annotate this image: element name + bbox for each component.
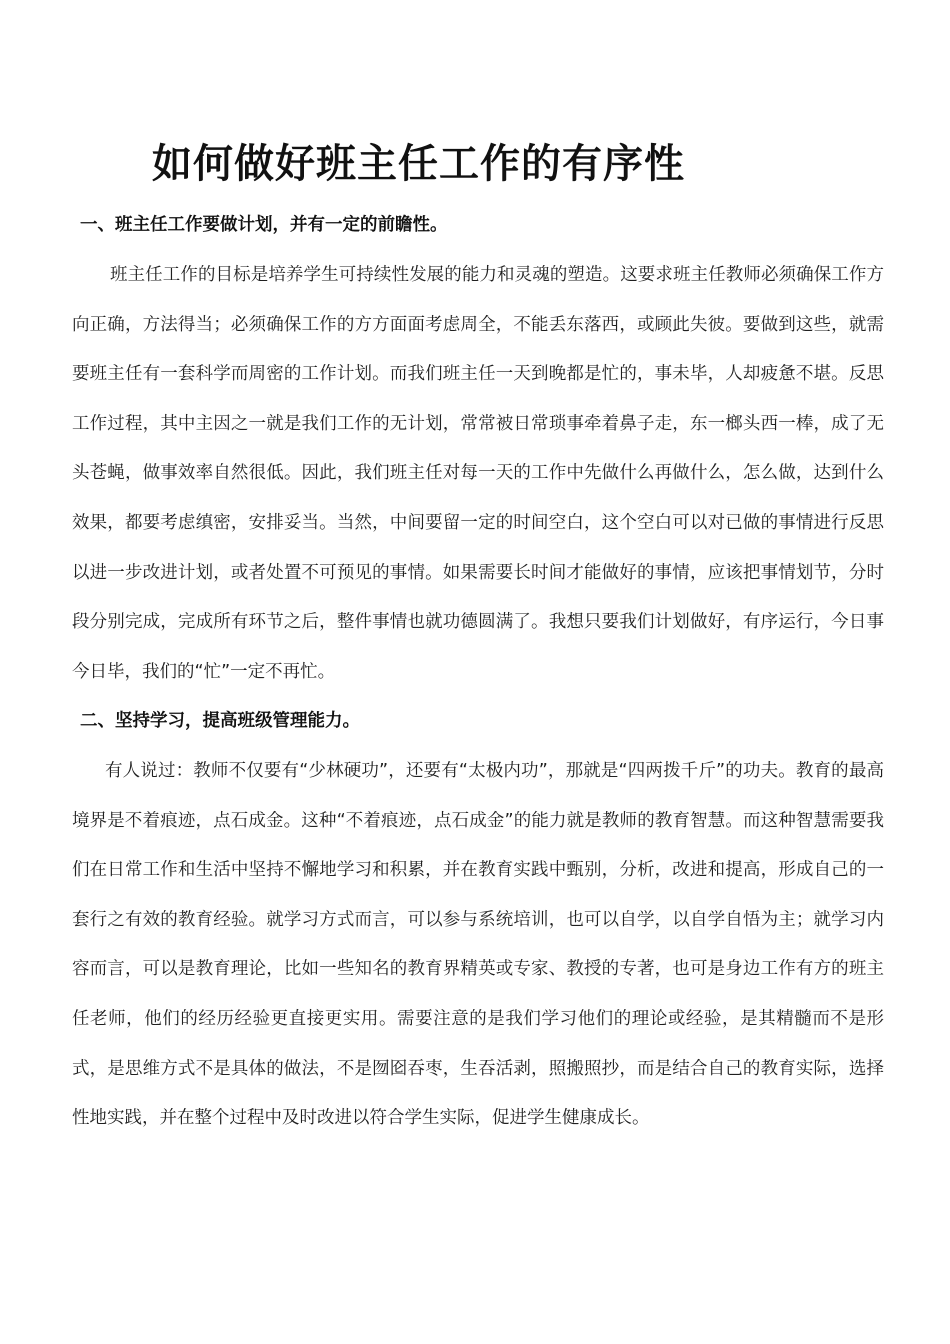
section-paragraph-plan: 班主任工作的目标是培养学生可持续性发展的能力和灵魂的塑造。这要求班主任教师必须确保工作方向正确，方法得当；必须确保工作的方方面面考虑周全，不能丢东落西，或顾此失彼。要做到这些，就需要班主任有一套科学而周密的工作计划。而我们班主任一天到晚都是忙的，事未毕，人却疲惫不堪。反思工作过程，其中主因之一就是我们工作的无计划，常常被日常琐事牵着鼻子走，东一榔头西一棒，成了无头苍蝇，做事效率自然很低。因此，我们班主任对每一天的工作中先做什么再做什么，怎么做，达到什么效果，都要考虑缜密，安排妥当。当然，中间要留一定的时间空白，这个空白可以对已做的事情进行反思以进一步改进计划，或者处置不可预见的事情。如果需要长时间才能做好的事情，应该把事情划节，分时段分别完成，完成所有环节之后，整件事情也就功德圆满了。我想只要我们计划做好，有序运行，今日事今日毕，我们的“忙”一定不再忙。	[72, 265, 884, 682]
section-paragraph-learning: 有人说过：教师不仅要有“少林硬功”，还要有“太极内功”，那就是“四两拨千斤”的功夫。教育的最高境界是不着痕迹，点石成金。这种“不着痕迹，点石成金”的能力就是教师的教育智慧。而这种智慧需要我们在日常工作和生活中坚持不懈地学习和积累，并在教育实践中甄别，分析，改进和提高，形成自己的一套行之有效的教育经验。就学习方式而言，可以参与系统培训，也可以自学，以自学自悟为主；就学习内容而言，可以是教育理论，比如一些知名的教育界精英或专家、教授的专著，也可是身边工作有方的班主任老师，他们的经历经验更直接更实用。需要注意的是我们学习他们的理论或经验，是其精髓而不是形式，是思维方式不是具体的做法，不是囫囵吞枣，生吞活剥，照搬照抄，而是结合自己的教育实际，选择性地实践，并在整个过程中及时改进以符合学生实际，促进学生健康成长。	[72, 761, 884, 1129]
document-title: 如何做好班主任工作的有序性	[152, 141, 685, 187]
section-heading-learning: 二、坚持学习，提高班级管理能力。	[80, 711, 360, 731]
section-heading-plan: 一、班主任工作要做计划，并有一定的前瞻性。	[80, 215, 448, 235]
